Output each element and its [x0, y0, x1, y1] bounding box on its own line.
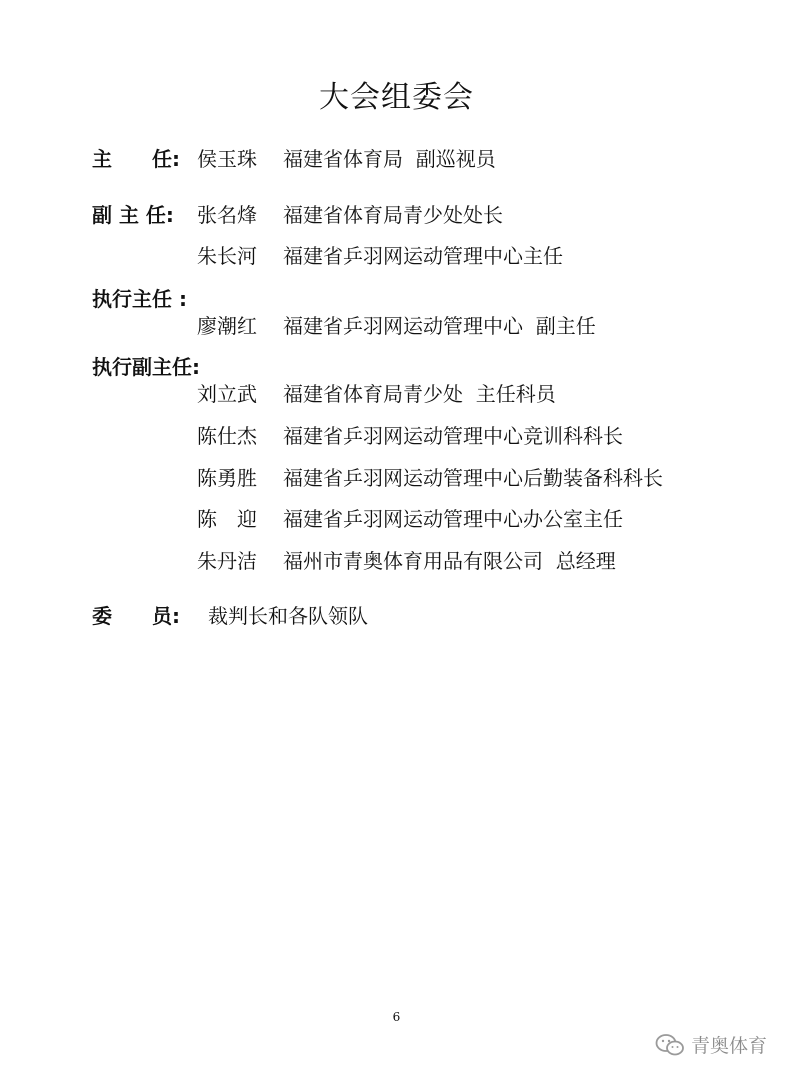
exec-deputy-org: 福建省乒羽网运动管理中心竞训科科长	[283, 424, 623, 448]
wechat-icon	[655, 1033, 685, 1057]
exec-deputy-name: 陈仕杰	[197, 424, 257, 448]
exec-deputy-org: 福州市青奥体育用品有限公司 总经理	[283, 549, 616, 573]
deputy-director-name: 朱长河	[197, 244, 257, 268]
deputy-director-org: 福建省乒羽网运动管理中心主任	[283, 244, 563, 268]
director-org: 福建省体育局 副巡视员	[283, 147, 496, 171]
watermark	[655, 1031, 767, 1058]
page-number: 6	[392, 1010, 401, 1024]
members-value: 裁判长和各队领队	[208, 604, 368, 628]
exec-deputy-name: 陈 迎	[197, 507, 257, 531]
role-exec-director-label: 执行主任 :	[92, 287, 187, 311]
deputy-director-org: 福建省体育局青少处处长	[283, 203, 503, 227]
role-director-label: 主 任:	[92, 147, 180, 171]
exec-deputy-org: 福建省体育局青少处 主任科员	[283, 382, 556, 406]
exec-deputy-org: 福建省乒羽网运动管理中心办公室主任	[283, 507, 623, 531]
watermark-text: 青奥体育	[691, 1035, 768, 1057]
exec-deputy-name: 刘立武	[197, 382, 257, 406]
role-deputy-director-label: 副 主 任:	[92, 203, 174, 227]
role-members-label: 委 员:	[92, 604, 180, 628]
exec-director-org: 福建省乒羽网运动管理中心 副主任	[283, 314, 596, 338]
director-name: 侯玉珠	[197, 147, 257, 171]
exec-deputy-org: 福建省乒羽网运动管理中心后勤装备科科长	[283, 466, 663, 490]
page-title: 大会组委会	[319, 80, 474, 115]
exec-director-name: 廖潮红	[197, 314, 257, 338]
deputy-director-name: 张名烽	[197, 203, 257, 227]
role-exec-deputy-director-label: 执行副主任:	[92, 355, 200, 379]
exec-deputy-name: 陈勇胜	[197, 466, 257, 490]
exec-deputy-name: 朱丹洁	[197, 549, 257, 573]
